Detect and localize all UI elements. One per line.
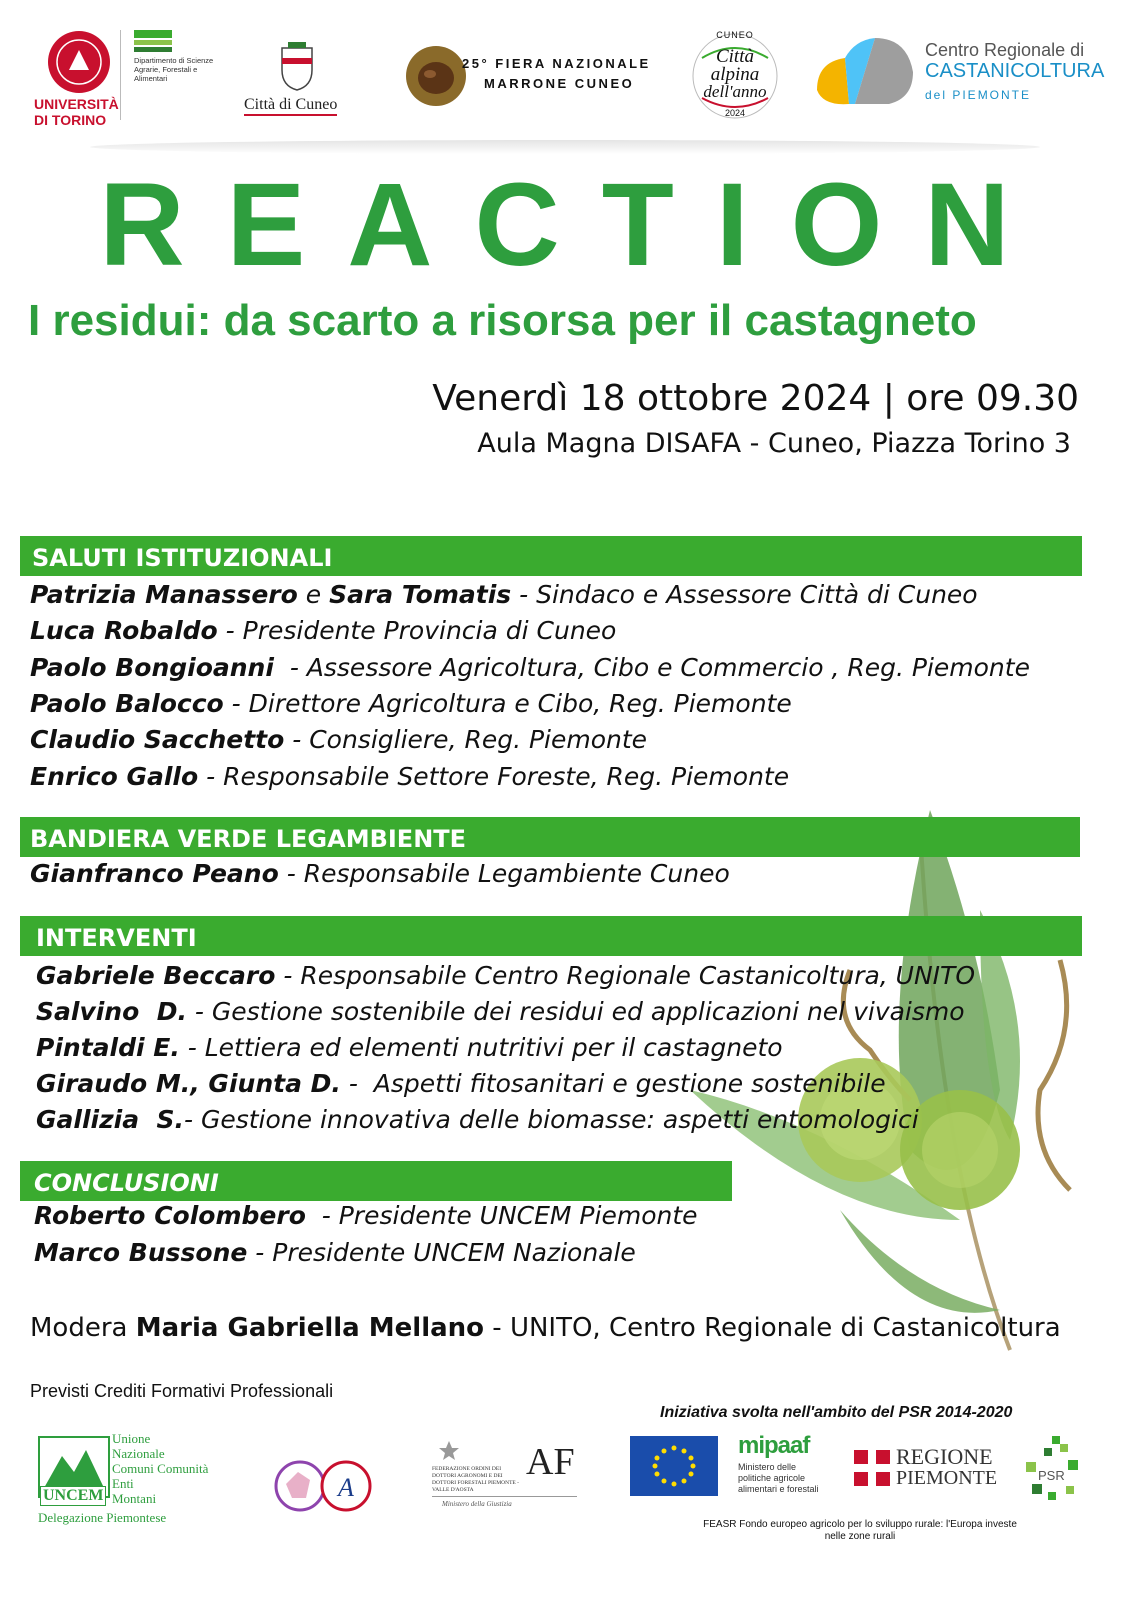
saluti-row — [30, 762, 789, 791]
section-conclusioni-heading — [20, 1161, 732, 1201]
speaker-role: - Lettiera ed elementi nutritivi per il castagneto — [179, 1033, 783, 1062]
interventi-row — [36, 1105, 919, 1134]
citta-top: CUNEO — [716, 30, 754, 40]
ministero-label: Ministero della Giustizia — [442, 1500, 512, 1508]
saluti-row — [30, 653, 1030, 682]
unito-name-2: DI TORINO — [34, 112, 107, 128]
speaker-name: Patrizia Manassero — [30, 580, 298, 609]
eu-flag-logo — [630, 1436, 718, 1496]
section-interventi-title: INTERVENTI — [36, 924, 197, 952]
section-conclusioni-title: CONCLUSIONI — [34, 1169, 219, 1197]
interventi-row — [36, 961, 975, 990]
fiera-logo — [400, 38, 670, 112]
conclusioni-row — [34, 1238, 636, 1267]
section-saluti-title: SALUTI ISTITUZIONALI — [32, 544, 333, 572]
svg-text:PSR: PSR — [1038, 1468, 1065, 1483]
speaker-name: Enrico Gallo — [30, 762, 199, 791]
citta-year: 2024 — [724, 108, 746, 118]
speaker-name: Paolo Balocco — [30, 689, 224, 718]
interventi-row — [36, 997, 965, 1026]
federazione-circle-logo — [262, 1440, 384, 1520]
header-shadow — [90, 140, 1040, 154]
event-date: Venerdì 18 ottobre 2024 | ore 09.30 — [432, 378, 1079, 419]
joiner: e — [297, 580, 330, 609]
section-bandiera-heading — [20, 817, 1080, 857]
speaker-name: Salvino D. — [36, 997, 187, 1026]
ordini-agronomi-logo — [432, 1440, 577, 1518]
saluti-row — [30, 689, 792, 718]
uncem-sub: Delegazione Piemontese — [38, 1510, 167, 1525]
saluti-row — [30, 580, 978, 609]
uncem-l2: Nazionale — [112, 1446, 165, 1461]
citta-l2: alpina — [710, 64, 760, 85]
speaker-role: - Gestione innovativa delle biomasse: aspetti entomologici — [184, 1105, 919, 1134]
federazione-text: FEDERAZIONE ORDINI DEI DOTTORI AGRONOMI E DEI DOTTORI FORESTALI PIEMONTE - VALLE D'AOSTA — [432, 1466, 519, 1493]
section-saluti-heading — [20, 536, 1082, 576]
speaker-name: Claudio Sacchetto — [30, 725, 285, 754]
speaker-role: - Responsabile Settore Foreste, Reg. Piemonte — [198, 762, 790, 791]
speaker-role: - Assessore Agricoltura, Cibo e Commercio , Reg. Piemonte — [273, 653, 1030, 682]
interventi-row — [36, 1069, 886, 1098]
section-interventi-heading — [20, 916, 1082, 956]
speaker-name: Gianfranco Peano — [30, 859, 279, 888]
citta-l1: Città — [715, 46, 754, 67]
speaker-role: - Direttore Agricoltura e Cibo, Reg. Piemonte — [223, 689, 792, 718]
chestnut-icon — [400, 38, 472, 110]
af-monogram: AF — [526, 1441, 575, 1483]
speaker-name: Giraudo M., Giunta D. — [36, 1069, 341, 1098]
event-title: REACTION — [99, 159, 1052, 291]
speaker-role: - Gestione sostenibile dei residui ed applicazioni nel vivaismo — [186, 997, 965, 1026]
divider — [120, 30, 121, 120]
unito-logo — [34, 30, 124, 130]
speaker-role: - Presidente Provincia di Cuneo — [217, 616, 617, 645]
conclusioni-row — [34, 1201, 698, 1230]
speaker-role: - Sindaco e Assessore Città di Cuneo — [511, 580, 978, 609]
bandiera-row — [30, 859, 730, 888]
regione-l2: PIEMONTE — [896, 1467, 998, 1489]
moderator-line — [30, 1313, 1061, 1343]
unito-name-1: UNIVERSITÀ — [34, 96, 119, 112]
uncem-logo — [36, 1432, 236, 1532]
psr-note: Iniziativa svolta nell'ambito del PSR 2014-2020 — [660, 1404, 1013, 1421]
speaker-name: Gabriele Beccaro — [36, 961, 276, 990]
mipaaf-desc: Ministero delle politiche agricole alimentari e forestali — [738, 1462, 819, 1494]
moderator-name: Maria Gabriella Mellano — [135, 1313, 485, 1343]
disafa-desc: Dipartimento di Scienze Agrarie, Forestali e Alimentari — [134, 56, 214, 83]
eu-flag-icon — [630, 1436, 718, 1496]
uncem-l3: Comuni Comunità — [112, 1461, 209, 1476]
fiera-line1: 25° FIERA NAZIONALE — [462, 56, 651, 71]
interventi-row — [36, 1033, 783, 1062]
feasr-note: FEASR Fondo europeo agricolo per lo sviluppo rurale: l'Europa investe nelle zone rurali — [703, 1519, 1017, 1542]
coat-of-arms-icon — [274, 42, 320, 92]
moderator-suffix: - UNITO, Centro Regionale di Castanicoltura — [484, 1313, 1061, 1343]
centro-castanicoltura-logo — [815, 32, 1105, 112]
cuneo-name: Città di Cuneo — [244, 96, 337, 116]
divider — [432, 1496, 577, 1497]
disafa-logo — [134, 30, 234, 100]
section-bandiera-title: BANDIERA VERDE LEGAMBIENTE — [30, 825, 467, 853]
saluti-row — [30, 616, 616, 645]
speaker-role: - Presidente UNCEM Nazionale — [247, 1238, 636, 1267]
svg-text:A: A — [338, 1473, 354, 1502]
regione-piemonte-logo — [852, 1446, 997, 1490]
citta-alpina-logo — [690, 28, 780, 123]
credits-note: Previsti Crediti Formativi Professionali — [30, 1381, 334, 1401]
speaker-name: Marco Bussone — [34, 1238, 248, 1267]
speaker-name: Luca Robaldo — [30, 616, 218, 645]
speaker-name: Pintaldi E. — [36, 1033, 180, 1062]
event-subtitle: I residui: da scarto a risorsa per il castagneto — [28, 296, 977, 345]
speaker-role: - Presidente UNCEM Piemonte — [305, 1201, 698, 1230]
federazione-emblem-icon — [262, 1440, 384, 1520]
event-venue: Aula Magna DISAFA - Cuneo, Piazza Torino 3 — [477, 428, 1071, 459]
speaker-name: Paolo Bongioanni — [30, 653, 274, 682]
regione-shield-icon — [852, 1448, 892, 1488]
centro-line2: CASTANICOLTURA — [925, 60, 1105, 82]
saluti-row — [30, 725, 647, 754]
uncem-l4: Enti — [112, 1476, 134, 1491]
uncem-l1: Unione — [112, 1431, 151, 1446]
cuneo-logo — [240, 42, 355, 120]
castanicoltura-mark-icon — [815, 32, 915, 108]
uncem-l5: Montani — [112, 1491, 157, 1506]
speaker-name: Sara Tomatis — [329, 580, 512, 609]
speaker-role: - Responsabile Centro Regionale Castanicoltura, UNITO — [275, 961, 976, 990]
centro-line3: del PIEMONTE — [925, 88, 1032, 102]
speaker-role: - Responsabile Legambiente Cuneo — [278, 859, 730, 888]
fields-icon — [134, 30, 172, 52]
speaker-name: Gallizia S. — [36, 1105, 184, 1134]
mipaaf-brand: mipaaf — [738, 1432, 810, 1459]
citta-l3: dell'anno — [703, 82, 767, 101]
mipaaf-logo — [738, 1432, 833, 1502]
unito-seal-icon — [47, 30, 111, 94]
speaker-role: - Consigliere, Reg. Piemonte — [284, 725, 648, 754]
psr-logo — [1022, 1434, 1082, 1504]
centro-line1: Centro Regionale di — [925, 40, 1085, 60]
moderator-prefix: Modera — [30, 1313, 136, 1343]
regione-l1: REGIONE — [896, 1444, 993, 1469]
republic-emblem-icon — [438, 1440, 460, 1462]
fiera-line2: MARRONE CUNEO — [484, 76, 635, 91]
psr-mosaic-icon — [1022, 1434, 1082, 1504]
speaker-name: Roberto Colombero — [34, 1201, 306, 1230]
speaker-role: - Aspetti fitosanitari e gestione sostenibile — [340, 1069, 886, 1098]
uncem-brand: UNCEM — [40, 1486, 106, 1506]
